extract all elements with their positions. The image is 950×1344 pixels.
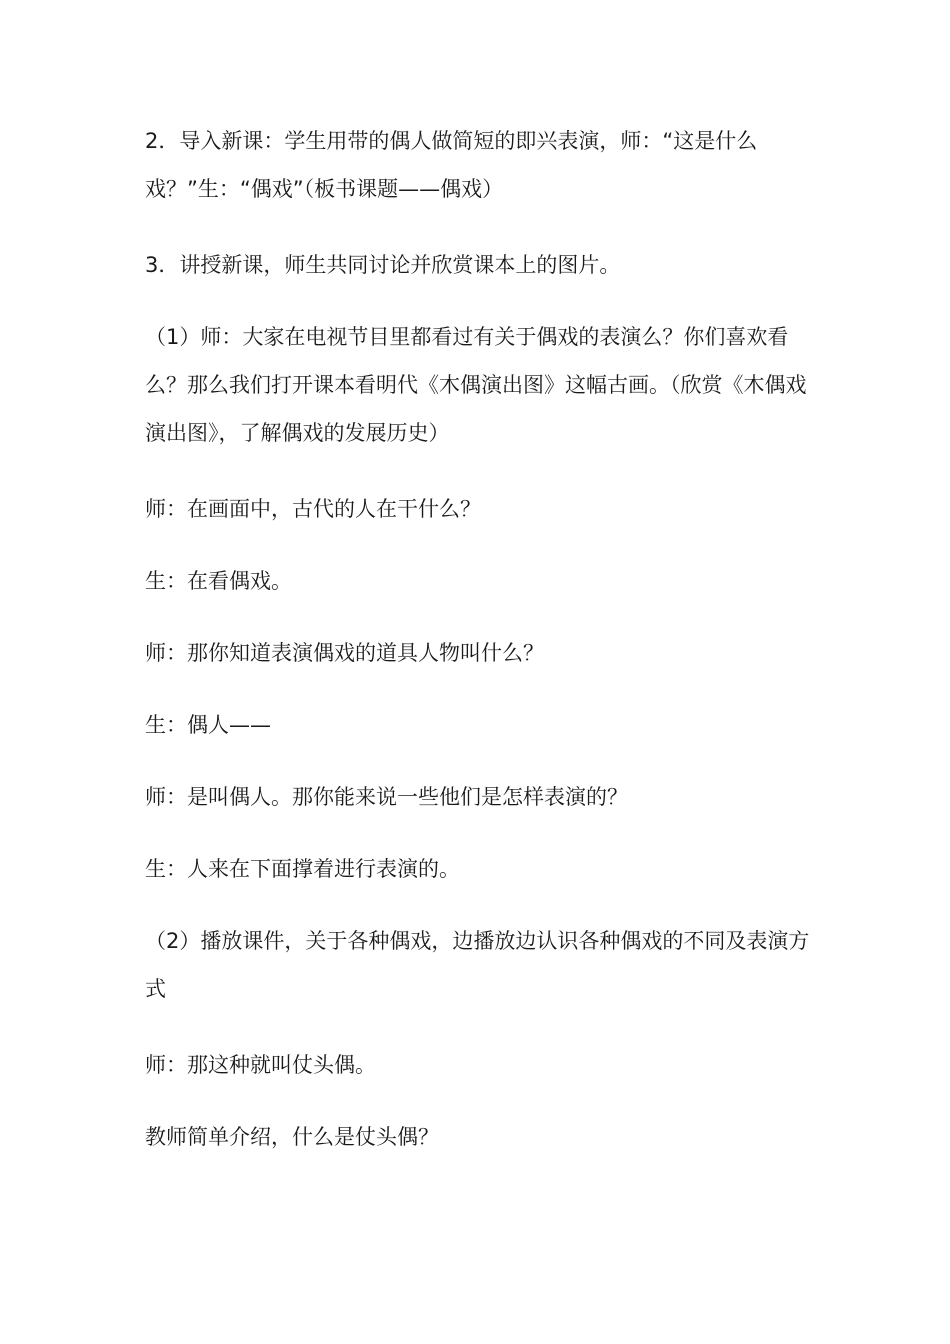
dialogue-line-teacher-4: 师：那这种就叫仗头偶。 <box>145 1053 376 1077</box>
paragraph-step-1: （1）师：大家在电视节目里都看过有关于偶戏的表演么？你们喜欢看么？那么我们打开课本看明代《木偶演出图》这幅古画。（欣赏《木偶戏演出图》，了解偶戏的发展历史） <box>145 325 807 445</box>
paragraph-teacher-intro: 教师简单介绍，什么是仗头偶？ <box>145 1125 439 1149</box>
dialogue-line-teacher-1: 师：在画面中，古代的人在干什么？ <box>145 497 481 521</box>
paragraph-intro-new-lesson: 2．导入新课：学生用带的偶人做简短的即兴表演，师：“这是什么戏？”生：“偶戏”（板书课题——偶戏） <box>145 129 758 201</box>
paragraph-teach-new-lesson: 3．讲授新课，师生共同讨论并欣赏课本上的图片。 <box>145 253 621 277</box>
dialogue-line-teacher-2: 师：那你知道表演偶戏的道具人物叫什么？ <box>145 641 544 665</box>
dialogue-line-student-1: 生：在看偶戏。 <box>145 569 292 593</box>
dialogue-line-student-3: 生：人来在下面撑着进行表演的。 <box>145 857 460 881</box>
dialogue-line-teacher-3: 师：是叫偶人。那你能来说一些他们是怎样表演的？ <box>145 785 628 809</box>
dialogue-line-student-2: 生：偶人—— <box>145 713 271 737</box>
paragraph-step-2: （2）播放课件，关于各种偶戏，边播放边认识各种偶戏的不同及表演方式 <box>145 929 810 1001</box>
